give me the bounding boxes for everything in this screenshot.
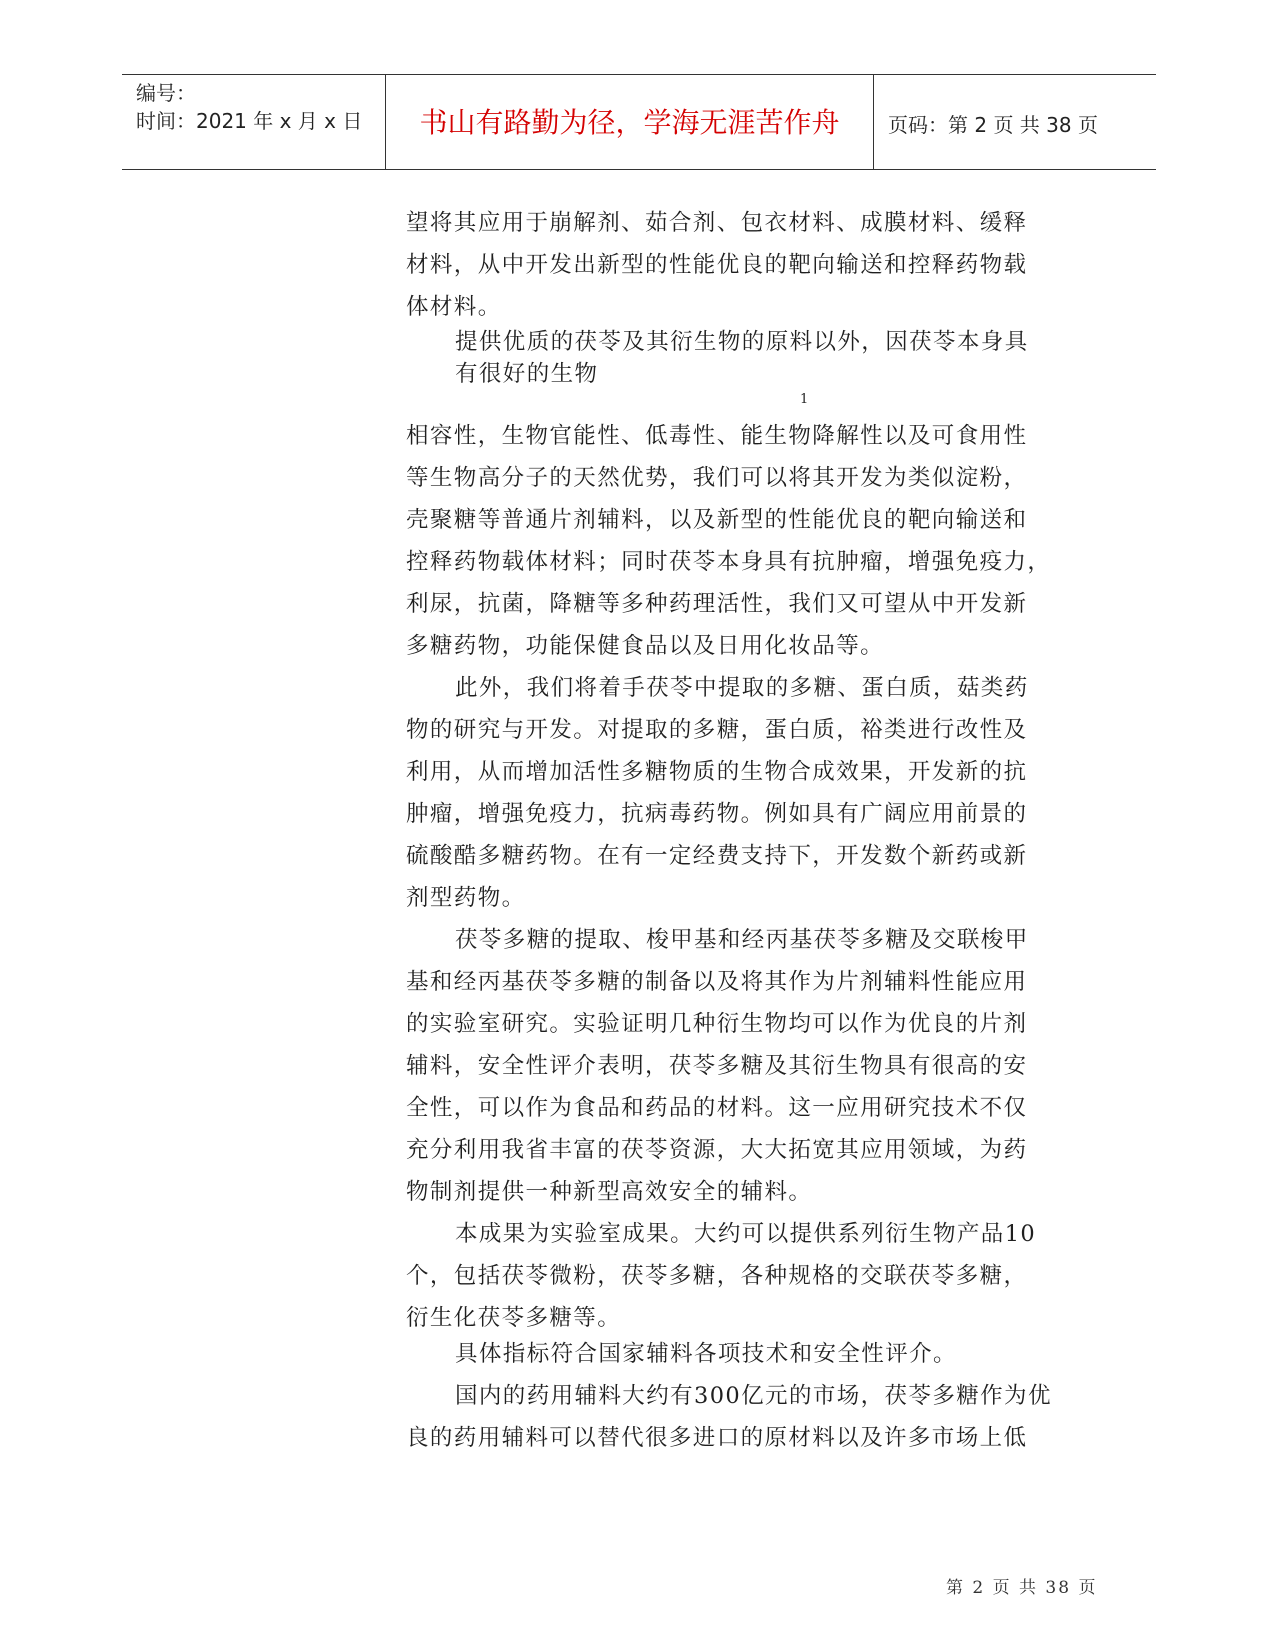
text-line: 的实验室研究。实验证明几种衍生物均可以作为优良的片剂 (406, 1011, 1028, 1037)
text-line: 本成果为实验室成果。大约可以提供系列衍生物产品10 (455, 1221, 1037, 1247)
text-line: 材料，从中开发出新型的性能优良的靶向输送和控释药物载 (406, 252, 1028, 278)
header-meta-cell (122, 75, 385, 169)
header-table (122, 74, 1156, 170)
motto: 书山有路勤为径，学海无涯苦作舟 (419, 106, 840, 139)
text-line: 茯苓多糖的提取、梭甲基和经丙基茯苓多糖及交联梭甲 (455, 927, 1029, 953)
text-line: 国内的药用辅料大约有300亿元的市场，茯苓多糖作为优 (455, 1383, 1052, 1409)
text-line: 全性，可以作为食品和药品的材料。这一应用研究技术不仅 (406, 1095, 1028, 1121)
text-line: 此外，我们将着手茯苓中提取的多糖、蛋白质，菇类药 (455, 675, 1029, 701)
text-line: 具体指标符合国家辅料各项技术和安全性评介。 (455, 1341, 957, 1367)
footnote-marker: 1 (800, 392, 809, 407)
text-line: 控释药物载体材料；同时茯苓本身具有抗肿瘤，增强免疫力， (406, 549, 1052, 575)
text-line: 利尿，抗菌，降糖等多种药理活性，我们又可望从中开发新 (406, 591, 1028, 617)
text-line: 个，包括茯苓微粉，茯苓多糖，各种规格的交联茯苓多糖， (406, 1263, 1028, 1289)
text-line: 基和经丙基茯苓多糖的制备以及将其作为片剂辅料性能应用 (406, 969, 1028, 995)
text-line: 提供优质的茯苓及其衍生物的原料以外，因茯苓本身具 (455, 329, 1029, 355)
page-footer: 第 2 页 共 38 页 (946, 1578, 1098, 1598)
text-line: 物的研究与开发。对提取的多糖，蛋白质，裕类进行改性及 (406, 717, 1028, 743)
text-line: 物制剂提供一种新型高效安全的辅料。 (406, 1179, 813, 1205)
text-line: 充分利用我省丰富的茯苓资源，大大拓宽其应用领域，为药 (406, 1137, 1028, 1163)
text-line: 良的药用辅料可以替代很多进口的原材料以及许多市场上低 (406, 1425, 1028, 1451)
text-line: 等生物高分子的天然优势，我们可以将其开发为类似淀粉， (406, 465, 1028, 491)
text-line: 相容性，生物官能性、低毒性、能生物降解性以及可食用性 (406, 423, 1028, 449)
number-label: 编号： (136, 81, 196, 105)
text-line: 壳聚糖等普通片剂辅料，以及新型的性能优良的靶向输送和 (406, 507, 1028, 533)
text-line: 剂型药物。 (406, 885, 526, 911)
text-line: 多糖药物，功能保健食品以及日用化妆品等。 (406, 633, 885, 659)
header-page-cell (874, 75, 1156, 169)
header-motto-cell (385, 75, 874, 169)
text-line: 体材料。 (406, 294, 502, 320)
text-line: 有很好的生物 (455, 361, 599, 387)
text-line: 衍生化茯苓多糖等。 (406, 1305, 622, 1331)
date-label: 时间：2021 年 x 月 x 日 (136, 109, 363, 133)
text-line: 辅料，安全性评介表明，茯苓多糖及其衍生物具有很高的安 (406, 1053, 1028, 1079)
text-line: 利用，从而增加活性多糖物质的生物合成效果，开发新的抗 (406, 759, 1028, 785)
text-line: 肿瘤，增强免疫力，抗病毒药物。例如具有广阔应用前景的 (406, 801, 1028, 827)
text-line: 望将其应用于崩解剂、茹合剂、包衣材料、成膜材料、缓释 (406, 210, 1028, 236)
page-info: 页码：第 2 页 共 38 页 (888, 113, 1098, 137)
text-line: 硫酸酷多糖药物。在有一定经费支持下，开发数个新药或新 (406, 843, 1028, 869)
